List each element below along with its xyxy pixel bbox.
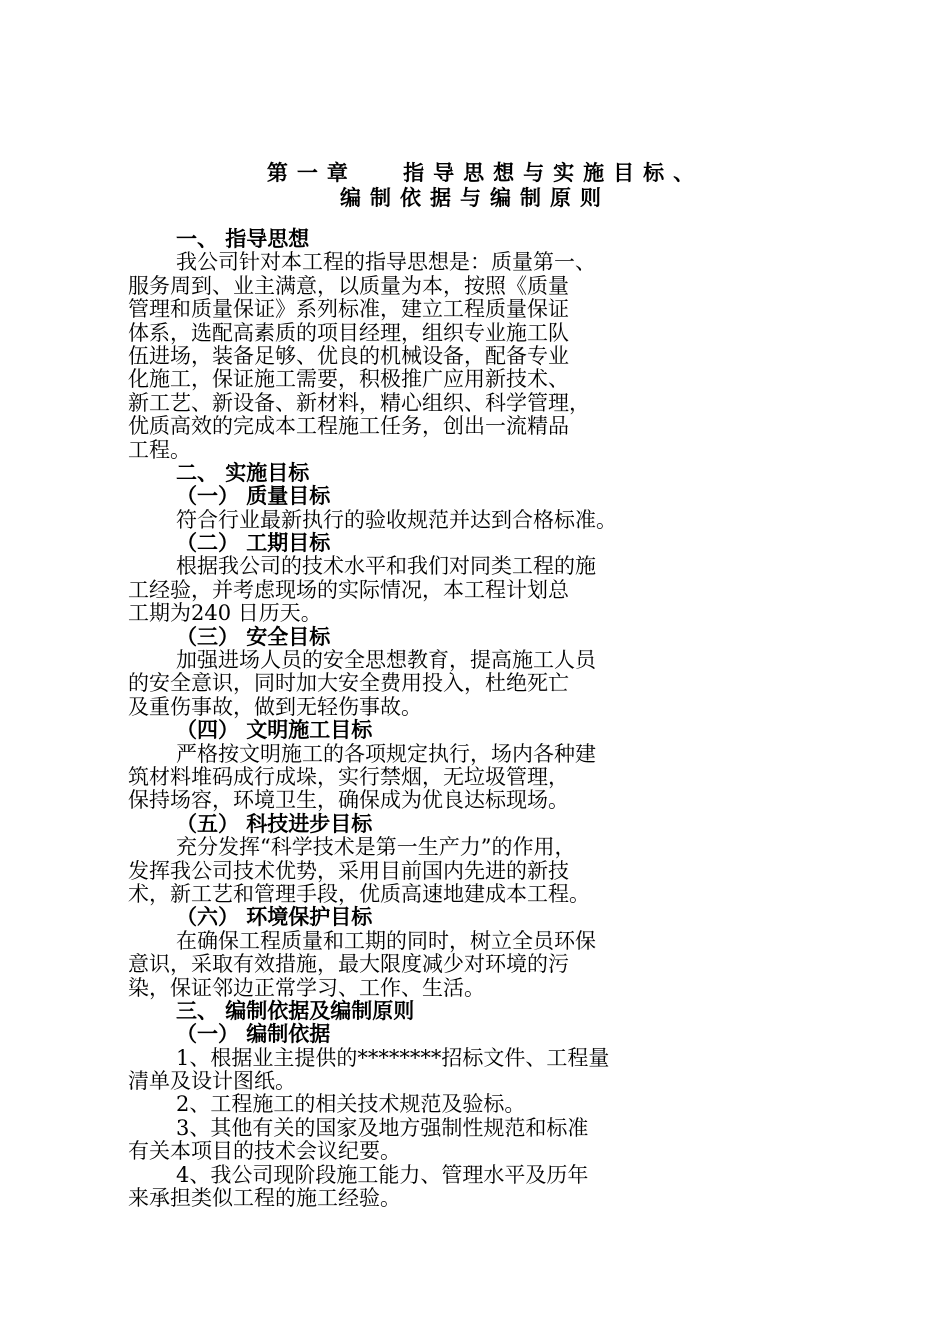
paragraph-line: 工期为240 日历天。 xyxy=(128,601,322,626)
section-heading: （二） 工期目标 xyxy=(176,531,331,556)
paragraph-line: 及重伤事故，做到无轻伤事故。 xyxy=(128,694,422,719)
section-heading: 一、 指导思想 xyxy=(176,227,310,251)
paragraph-line: 在确保工程质量和工期的同时，树立全员环保 xyxy=(176,928,596,953)
chapter-title-line-2: 编制依据与编制原则 xyxy=(340,186,610,210)
paragraph-line: 意识，采取有效措施，最大限度减少对环境的污 xyxy=(128,952,569,977)
section-heading: （三） 安全目标 xyxy=(176,624,331,649)
paragraph-line: 服务周到、业主满意，以质量为本，按照《质量 xyxy=(128,273,569,298)
paragraph-line: 伍进场，装备足够、优良的机械设备，配备专业 xyxy=(128,343,569,368)
paragraph-line: 加强进场人员的安全思想教育，提高施工人员 xyxy=(176,648,596,673)
paragraph-line: 符合行业最新执行的验收规范并达到合格标准。 xyxy=(176,507,617,532)
paragraph-line: 我公司针对本工程的指导思想是：质量第一、 xyxy=(176,250,596,275)
paragraph-line: 的安全意识，同时加大安全费用投入，杜绝死亡 xyxy=(128,671,569,696)
paragraph-line: 体系，选配高素质的项目经理，组织专业施工队 xyxy=(128,320,569,345)
section-heading: 三、 编制依据及编制原则 xyxy=(176,998,415,1023)
paragraph-line: 化施工，保证施工需要，积极推广应用新技术、 xyxy=(128,367,569,392)
section-heading: （四） 文明施工目标 xyxy=(176,718,373,743)
paragraph-line: 根据我公司的技术水平和我们对同类工程的施 xyxy=(176,554,596,579)
paragraph-line: 管理和质量保证》系列标准，建立工程质量保证 xyxy=(128,297,569,322)
chapter-title-line-1: 第一章 指导思想与实施目标、 xyxy=(266,161,704,185)
paragraph-line: 充分发挥“科学技术是第一生产力”的作用， xyxy=(176,835,576,860)
section-heading: （六） 环境保护目标 xyxy=(176,905,373,930)
paragraph-line: 染，保证邻边正常学习、工作、生活。 xyxy=(128,975,485,1000)
paragraph-line: 清单及设计图纸。 xyxy=(128,1069,296,1094)
section-heading: 二、 实施目标 xyxy=(176,460,310,485)
paragraph-line: 保持场容，环境卫生，确保成为优良达标现场。 xyxy=(128,788,569,813)
paragraph-line: 1、根据业主提供的********招标文件、工程量 xyxy=(176,1045,610,1070)
paragraph-line: 发挥我公司技术优势，采用目前国内先进的新技 xyxy=(128,858,569,883)
paragraph-line: 4、我公司现阶段施工能力、管理水平及历年 xyxy=(176,1162,589,1187)
section-heading: （一） 质量目标 xyxy=(176,484,331,509)
paragraph-line: 工经验，并考虑现场的实际情况，本工程计划总 xyxy=(128,577,569,602)
document-body xyxy=(128,228,828,1210)
paragraph-line: 优质高效的完成本工程施工任务，创出一流精品 xyxy=(128,414,569,439)
paragraph-line: 来承担类似工程的施工经验。 xyxy=(128,1186,401,1211)
section-heading: （一） 编制依据 xyxy=(176,1022,331,1047)
paragraph-line: 筑材料堆码成行成垛，实行禁烟，无垃圾管理， xyxy=(128,764,569,789)
paragraph-line: 新工艺、新设备、新材料，精心组织、科学管理， xyxy=(128,390,590,415)
paragraph-line: 3、其他有关的国家及地方强制性规范和标准 xyxy=(176,1115,589,1140)
paragraph-line: 工程。 xyxy=(128,437,191,462)
paragraph-line: 2、工程施工的相关技术规范及验标。 xyxy=(176,1092,526,1117)
section-heading: （五） 科技进步目标 xyxy=(176,811,373,836)
paragraph-line: 严格按文明施工的各项规定执行，场内各种建 xyxy=(176,741,596,766)
paragraph-line: 有关本项目的技术会议纪要。 xyxy=(128,1139,401,1164)
paragraph-line: 术，新工艺和管理手段，优质高速地建成本工程。 xyxy=(128,881,590,906)
